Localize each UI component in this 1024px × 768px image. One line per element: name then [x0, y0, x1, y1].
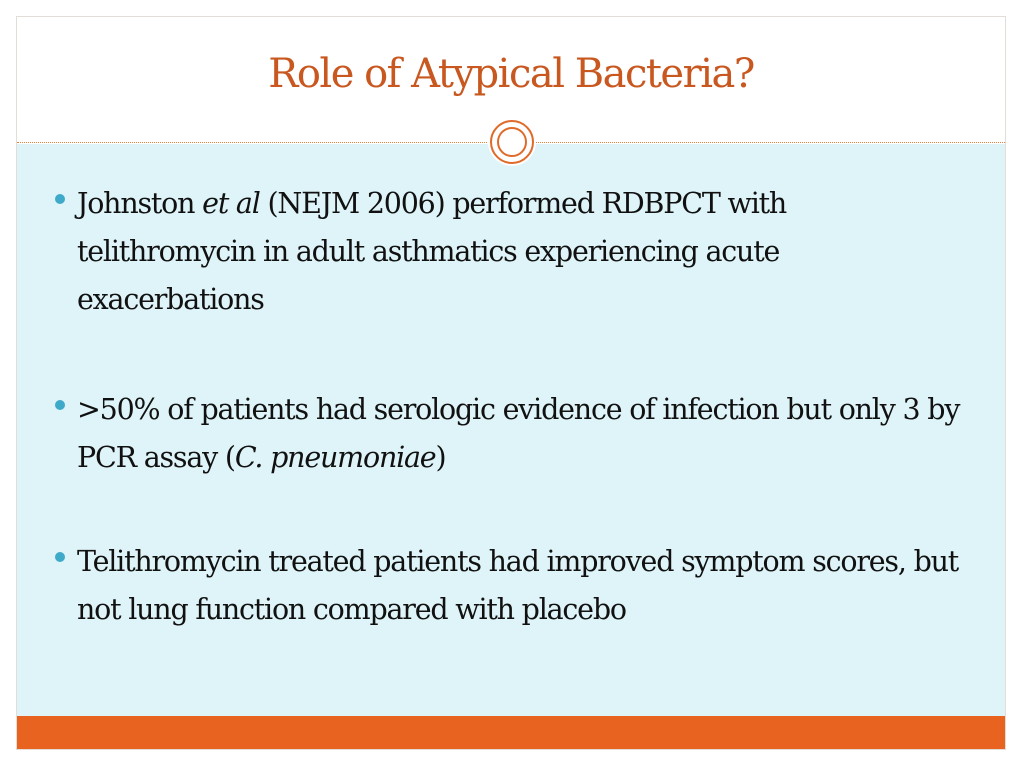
- ornament-inner-ring: [497, 127, 527, 157]
- bullet-text: [77, 180, 967, 324]
- slide-title: Role of Atypical Bacteria?: [268, 51, 754, 97]
- bullet-dot-icon: [55, 194, 65, 204]
- bullet-text-pre: Johnston: [77, 187, 203, 220]
- bullet-text-italic: et al: [202, 187, 260, 220]
- bullet-text: Telithromycin treated patients had improved symptom scores, but not lung function compared with placebo: [77, 545, 959, 626]
- bullet-text: [77, 386, 967, 482]
- bullet-text-pre: >50% of patients had serologic evidence of infection but only 3 by PCR assay (: [77, 393, 960, 474]
- circle-ornament-icon: [488, 118, 536, 166]
- bullet-text-italic: C. pneumoniae: [234, 441, 436, 474]
- bullet-text-post: ): [435, 441, 446, 474]
- content-area: [17, 144, 1005, 716]
- bullet-dot-icon: [55, 552, 65, 562]
- bullet-text-post: (NEJM 2006) performed RDBPCT with telithromycin in adult asthmatics experiencing acute exacerbations: [77, 187, 787, 316]
- footer-bar: [17, 716, 1005, 750]
- bullet-dot-icon: [55, 400, 65, 410]
- bullet-list: [17, 144, 1005, 716]
- slide: [16, 16, 1006, 750]
